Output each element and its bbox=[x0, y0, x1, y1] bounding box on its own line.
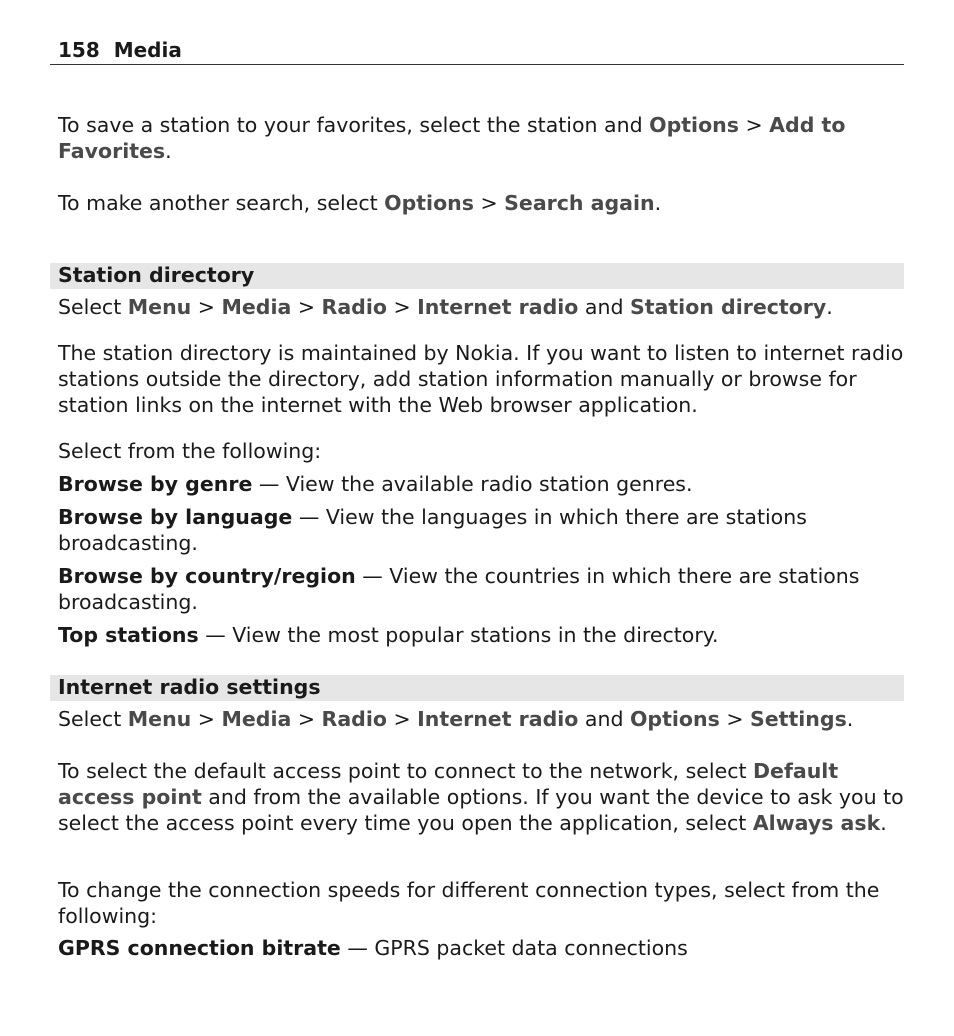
term-description: — View the countries in which there are stations broadcasting. bbox=[58, 564, 860, 614]
text: To select the default access point to connect to the network, select bbox=[58, 759, 754, 783]
text: Select bbox=[58, 707, 128, 731]
list-item bbox=[58, 622, 904, 648]
menu-search-again: Search again bbox=[504, 191, 655, 215]
menu-station-directory: Station directory bbox=[629, 295, 827, 319]
separator: > bbox=[738, 113, 770, 137]
heading-text: Station directory bbox=[58, 263, 255, 287]
paragraph-directory-description: The station directory is maintained by Nokia. If you want to listen to internet radio stations outside the directory, add station information manually or browse for station links on the internet with the Web browser application. bbox=[58, 341, 904, 417]
term-description: — View the most popular stations in the directory. bbox=[198, 623, 719, 647]
heading-internet-radio-settings bbox=[50, 675, 904, 701]
term-gprs-connection-bitrate: GPRS connection bitrate bbox=[58, 936, 341, 960]
menu-menu: Menu bbox=[127, 295, 192, 319]
list-item bbox=[58, 504, 904, 556]
term-description: — GPRS packet data connections bbox=[340, 936, 688, 960]
section-title: Media bbox=[113, 38, 182, 62]
text: . bbox=[846, 707, 854, 731]
separator: > bbox=[291, 295, 322, 319]
separator: > bbox=[386, 295, 418, 319]
page-number: 158 bbox=[58, 38, 100, 62]
path-station-directory bbox=[58, 294, 904, 320]
paragraph-save-favorites bbox=[58, 112, 904, 164]
separator: > bbox=[291, 707, 322, 731]
menu-menu: Menu bbox=[127, 707, 192, 731]
term-description: — View the available radio station genres. bbox=[252, 472, 693, 496]
term-browse-by-genre: Browse by genre bbox=[58, 472, 253, 496]
list-item bbox=[58, 935, 904, 961]
page-number-and-section bbox=[58, 38, 182, 62]
separator: > bbox=[191, 707, 222, 731]
separator: > bbox=[719, 707, 751, 731]
menu-default-access-point: Default access point bbox=[58, 759, 839, 809]
heading-text: Internet radio settings bbox=[58, 675, 321, 699]
page-header bbox=[50, 36, 904, 65]
term-browse-by-country: Browse by country/region bbox=[58, 564, 356, 588]
text: . bbox=[880, 811, 887, 835]
text: . bbox=[826, 295, 833, 319]
term-description: — View the languages in which there are stations broadcasting. bbox=[58, 505, 807, 555]
menu-media: Media bbox=[221, 295, 292, 319]
menu-internet-radio: Internet radio bbox=[417, 295, 579, 319]
menu-radio: Radio bbox=[321, 707, 387, 731]
text: and from the available options. If you want the device to ask you to select the access point every time you open the application, select bbox=[58, 785, 904, 835]
term-top-stations: Top stations bbox=[58, 623, 199, 647]
paragraph-connection-speeds: To change the connection speeds for different connection types, select from the following: bbox=[58, 878, 880, 928]
text: To save a station to your favorites, select the station and bbox=[58, 113, 650, 137]
separator: > bbox=[386, 707, 418, 731]
menu-add-to-favorites: Add to Favorites bbox=[58, 113, 846, 163]
separator: > bbox=[473, 191, 505, 215]
text: and bbox=[578, 295, 630, 319]
text: . bbox=[654, 191, 662, 215]
paragraph-search-again bbox=[58, 190, 904, 216]
menu-options: Options bbox=[384, 191, 474, 215]
text: To make another search, select bbox=[58, 191, 385, 215]
menu-media: Media bbox=[221, 707, 292, 731]
menu-options: Options bbox=[649, 113, 739, 137]
term-browse-by-language: Browse by language bbox=[58, 505, 293, 529]
path-settings bbox=[58, 706, 904, 732]
text: and bbox=[578, 707, 630, 731]
heading-station-directory bbox=[50, 263, 904, 289]
text: Select bbox=[58, 295, 128, 319]
text: . bbox=[165, 139, 172, 163]
menu-internet-radio: Internet radio bbox=[417, 707, 579, 731]
menu-settings: Settings bbox=[750, 707, 847, 731]
menu-always-ask: Always ask bbox=[752, 811, 881, 835]
paragraph-access-point bbox=[58, 758, 904, 836]
select-from-label: Select from the following: bbox=[58, 439, 322, 463]
menu-options: Options bbox=[629, 707, 720, 731]
list-item bbox=[58, 471, 904, 497]
list-item bbox=[58, 563, 904, 615]
menu-radio: Radio bbox=[321, 295, 387, 319]
separator: > bbox=[191, 295, 222, 319]
